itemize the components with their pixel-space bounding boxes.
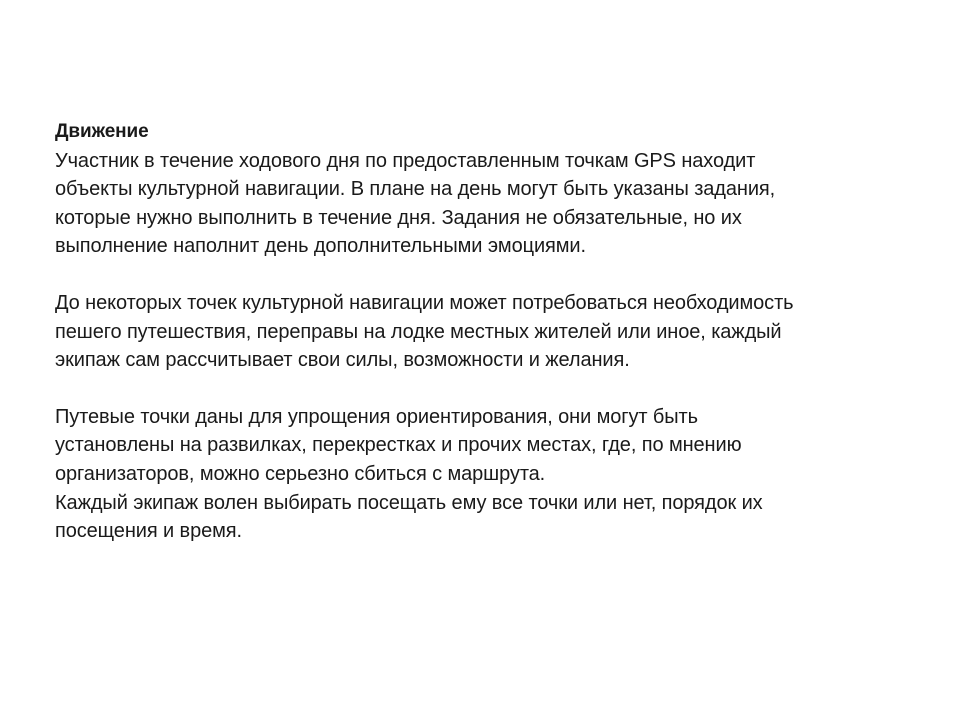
paragraph-line: выполнение наполнит день дополнительными эмоциями.	[55, 235, 586, 258]
paragraph-line: посещения и время.	[55, 520, 242, 543]
paragraph-line: организаторов, можно серьезно сбиться с маршрута.	[55, 462, 546, 485]
paragraph-spacer	[55, 261, 915, 289]
paragraph-line: Участник в течение ходового дня по предоставленным точкам GPS находит	[55, 149, 756, 172]
paragraph-line: До некоторых точек культурной навигации может потребоваться необходимость	[55, 291, 794, 314]
paragraph-line: пешего путешествия, переправы на лодке местных жителей или иное, каждый	[55, 320, 782, 343]
slide-heading: Движение	[55, 121, 149, 142]
paragraph-3	[55, 403, 915, 546]
paragraph-line: Путевые точки даны для упрощения ориентирования, они могут быть	[55, 405, 698, 428]
paragraph-2	[55, 289, 915, 375]
paragraph-1	[55, 147, 915, 261]
paragraph-line: Каждый экипаж волен выбирать посещать ему все точки или нет, порядок их	[55, 491, 763, 514]
paragraph-spacer	[55, 375, 915, 403]
paragraph-line: объекты культурной навигации. В плане на день могут быть указаны задания,	[55, 178, 776, 201]
paragraph-line: установлены на развилках, перекрестках и прочих местах, где, по мнению	[55, 434, 742, 457]
paragraph-line: которые нужно выполнить в течение дня. Задания не обязательные, но их	[55, 206, 742, 229]
paragraph-line: экипаж сам рассчитывает свои силы, возможности и желания.	[55, 349, 630, 372]
slide-text-block	[55, 118, 915, 546]
